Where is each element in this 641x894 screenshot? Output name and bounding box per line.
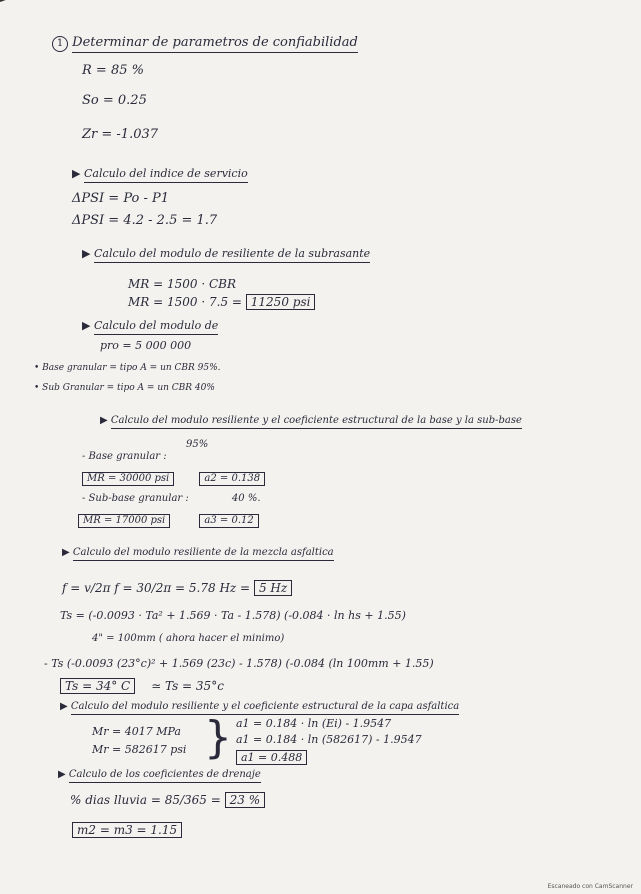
capa-a1-result — [236, 750, 307, 765]
subbase-label-row: - Sub-base granular : 40 %. — [82, 493, 261, 504]
ts-formula: Ts = (-0.0093 · Ta² + 1.569 · Ta - 1.578) (-0.084 · ln hs + 1.55) — [60, 609, 406, 622]
psi-eq2: ΔPSI = 4.2 - 2.5 = 1.7 — [72, 213, 218, 228]
subrasante-result: 11250 psi — [246, 294, 316, 310]
ts-substitution: - Ts (-0.0093 (23°c)² + 1.569 (23c) - 1.578) (-0.084 (ln 100mm + 1.55) — [44, 657, 434, 670]
modulo-pro-value: pro = 5 000 000 — [100, 339, 192, 352]
subrasante-eq1: MR = 1500 · CBR — [128, 277, 237, 291]
m-box: m2 = m3 = 1.15 — [72, 822, 182, 838]
psi-eq1: ΔPSI = Po - P1 — [72, 191, 170, 206]
base-label: - Base granular : — [82, 451, 167, 462]
base-a2: a2 = 0.138 — [199, 472, 265, 486]
psi-heading: ▶ Calculo del indice de servicio — [72, 168, 248, 179]
page-corner-mark — [0, 0, 29, 2]
dias-lluvia-row: % dias lluvia = 85/365 = 23 % — [70, 792, 265, 808]
section-1-title: Determinar de parametros de confiabilidad — [72, 35, 358, 53]
drenaje-heading: ▶ Calculo de los coeficientes de drenaje — [58, 770, 261, 780]
subbase-mr: MR = 17000 psi — [78, 514, 170, 528]
base-subbase-heading: ▶ Calculo del modulo resiliente y el coeficiente estructural de la base y la sub-base — [100, 416, 522, 426]
capa-heading: ▶ Calculo del modulo resiliente y el coeficiente estructural de la capa asfaltica — [60, 702, 459, 712]
dias-box: 23 % — [225, 792, 266, 808]
capa-mr2: Mr = 582617 psi — [92, 743, 187, 756]
capa-mr1: Mr = 4017 MPa — [92, 725, 181, 738]
note-base: • Base granular = tipo A = un CBR 95%. — [34, 363, 221, 373]
standard-deviation-so: So = 0.25 — [82, 93, 147, 108]
subbase-row — [78, 514, 259, 528]
brace-symbol: } — [204, 712, 232, 763]
subrasante-heading: ▶ Calculo del modulo de resiliente de la subrasante — [82, 248, 370, 259]
capa-a1-eq2: a1 = 0.184 · ln (582617) - 1.9547 — [236, 733, 422, 746]
drainage-coef-row — [72, 822, 182, 838]
a1-box: a1 = 0.488 — [236, 750, 307, 765]
capa-a1-eq1: a1 = 0.184 · ln (Ei) - 1.9547 — [236, 717, 392, 730]
mezcla-heading: ▶ Calculo del modulo resiliente de la mezcla asfaltica — [62, 548, 334, 558]
h-value: 4" = 100mm ( ahora hacer el minimo) — [92, 633, 285, 644]
subrasante-eq2: MR = 1500 · 7.5 = 11250 psi — [128, 294, 315, 310]
note-subbase: • Sub Granular = tipo A = un CBR 40% — [34, 383, 215, 393]
section-number: 1 — [52, 36, 68, 52]
ts-result-row: Ts = 34° C ≃ Ts = 35°c — [60, 678, 224, 694]
base-row — [82, 472, 265, 486]
ts-box: Ts = 34° C — [60, 678, 135, 694]
modulo-pro-heading: ▶ Calculo del modulo de — [82, 320, 218, 331]
base-pct: 95% — [186, 439, 209, 450]
base-mr: MR = 30000 psi — [82, 472, 174, 486]
freq-eq: f = v/2π f = 30/2π = 5.78 Hz = 5 Hz — [62, 580, 292, 596]
zr-value: Zr = -1.037 — [82, 127, 159, 142]
freq-box: 5 Hz — [254, 580, 292, 596]
subbase-a3: a3 = 0.12 — [199, 514, 258, 528]
reliability-r: R = 85 % — [82, 63, 144, 78]
scanner-watermark: Escaneado con CamScanner — [547, 883, 633, 890]
section-1-heading — [52, 36, 358, 52]
